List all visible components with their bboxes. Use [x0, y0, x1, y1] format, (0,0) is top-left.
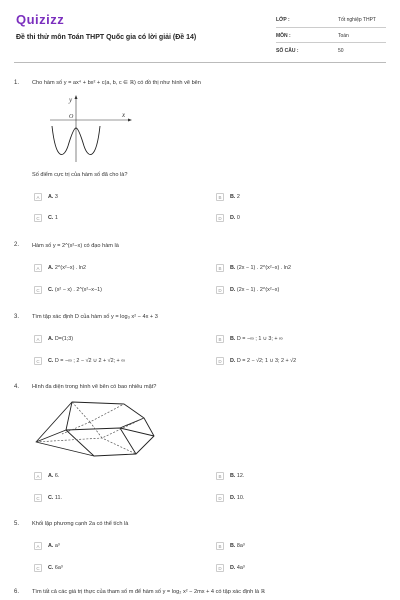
option-a[interactable]: A. D=(1;3) — [48, 336, 74, 342]
meta-divider — [276, 27, 386, 28]
option-b[interactable]: B. D = −∞ ; 1 ∪ 3; + ∞ — [230, 336, 283, 342]
question-number: 1. — [14, 80, 20, 86]
option-c[interactable]: C. (x² − x) . 2^(x²−x−1) — [48, 287, 102, 293]
option-c[interactable]: C. 1 — [48, 215, 58, 221]
option-a[interactable]: A. a³ — [48, 543, 60, 549]
question-text: Hình đa diện trong hình vẽ bên có bao nhiêu mặt? — [32, 384, 157, 390]
option-letter-box[interactable]: D — [216, 357, 224, 365]
option-letter-box[interactable]: A — [34, 472, 42, 480]
quartic-graph — [46, 92, 136, 164]
option-letter-box[interactable]: C — [34, 286, 42, 294]
meta-class-value: Tốt nghiệp THPT — [338, 17, 376, 23]
option-letter-box[interactable]: B — [216, 193, 224, 201]
option-letter-box[interactable]: B — [216, 542, 224, 550]
y-axis-arrow — [75, 95, 78, 99]
option-a[interactable]: A. 3 — [48, 194, 58, 200]
y-label: y — [69, 96, 73, 104]
meta-count-label: SỐ CÂU : — [276, 48, 299, 54]
question-text: Cho hàm số y = ax⁴ + bx² + c(a, b, c ∈ ℝ) có đồ thị như hình vẽ bên — [32, 80, 201, 86]
question-text: Hàm số y = 2^(x²−x) có đạo hàm là — [32, 243, 119, 249]
question-number: 2. — [14, 242, 20, 248]
option-letter-box[interactable]: B — [216, 264, 224, 272]
option-c[interactable]: C. 11. — [48, 495, 62, 501]
option-d[interactable]: D. (2x − 1) . 2^(x²−x) — [230, 287, 280, 293]
x-axis-arrow — [128, 119, 132, 122]
header-divider — [14, 62, 386, 63]
option-b[interactable]: B. 2 — [230, 194, 240, 200]
polyhedron-figure — [32, 398, 160, 460]
option-letter-box[interactable]: D — [216, 494, 224, 502]
option-letter-box[interactable]: C — [34, 357, 42, 365]
question-number: 6. — [14, 589, 20, 595]
option-letter-box[interactable]: D — [216, 286, 224, 294]
question-text: Tìm tất cả các giá trị thực của tham số m để hàm số y = log₂ x² − 2mx + 4 có tập xác định là ℝ — [32, 589, 266, 595]
option-c[interactable]: C. 6a³ — [48, 565, 63, 571]
question-text: Khối lập phương cạnh 2a có thể tích là — [32, 521, 129, 527]
option-letter-box[interactable]: A — [34, 542, 42, 550]
question-subtext: Số điểm cực trị của hàm số đã cho là? — [32, 172, 128, 178]
quizizz-logo: Quizizz — [16, 12, 65, 27]
x-label: x — [122, 111, 126, 119]
option-b[interactable]: B. 12. — [230, 473, 245, 479]
document-title: Đề thi thử môn Toán THPT Quốc gia có lời giải (Đề 14) — [16, 34, 197, 41]
question-text: Tìm tập xác định D của hàm số y = log₃ x² − 4x + 3 — [32, 314, 158, 320]
option-letter-box[interactable]: B — [216, 472, 224, 480]
question-number: 4. — [14, 384, 20, 390]
option-b[interactable]: B. (2x − 1) . 2^(x²−x) . ln2 — [230, 265, 291, 271]
option-d[interactable]: D. 4a³ — [230, 565, 245, 571]
option-letter-box[interactable]: A — [34, 264, 42, 272]
option-a[interactable]: A. 2^(x²−x) . ln2 — [48, 265, 87, 271]
option-a[interactable]: A. 6. — [48, 473, 60, 479]
question-number: 5. — [14, 521, 20, 527]
option-c[interactable]: C. D = −∞ ; 2 − √2 ∪ 2 + √2; + ∞ — [48, 358, 126, 364]
option-letter-box[interactable]: C — [34, 214, 42, 222]
option-b[interactable]: B. 8a³ — [230, 543, 245, 549]
question-number: 3. — [14, 314, 20, 320]
meta-divider — [276, 42, 386, 43]
option-letter-box[interactable]: D — [216, 214, 224, 222]
meta-count-value: 50 — [338, 48, 344, 54]
option-letter-box[interactable]: C — [34, 494, 42, 502]
option-d[interactable]: D. 10. — [230, 495, 245, 501]
option-letter-box[interactable]: D — [216, 564, 224, 572]
meta-subject-value: Toán — [338, 33, 349, 39]
option-letter-box[interactable]: B — [216, 335, 224, 343]
option-letter-box[interactable]: A — [34, 193, 42, 201]
option-letter-box[interactable]: C — [34, 564, 42, 572]
option-letter-box[interactable]: A — [34, 335, 42, 343]
meta-class-label: LỚP : — [276, 17, 290, 23]
origin-label: O — [69, 114, 74, 120]
option-d[interactable]: D. D = 2 − √2; 1 ∪ 3; 2 + √2 — [230, 358, 297, 364]
option-d[interactable]: D. 0 — [230, 215, 240, 221]
meta-subject-label: MÔN : — [276, 33, 291, 39]
